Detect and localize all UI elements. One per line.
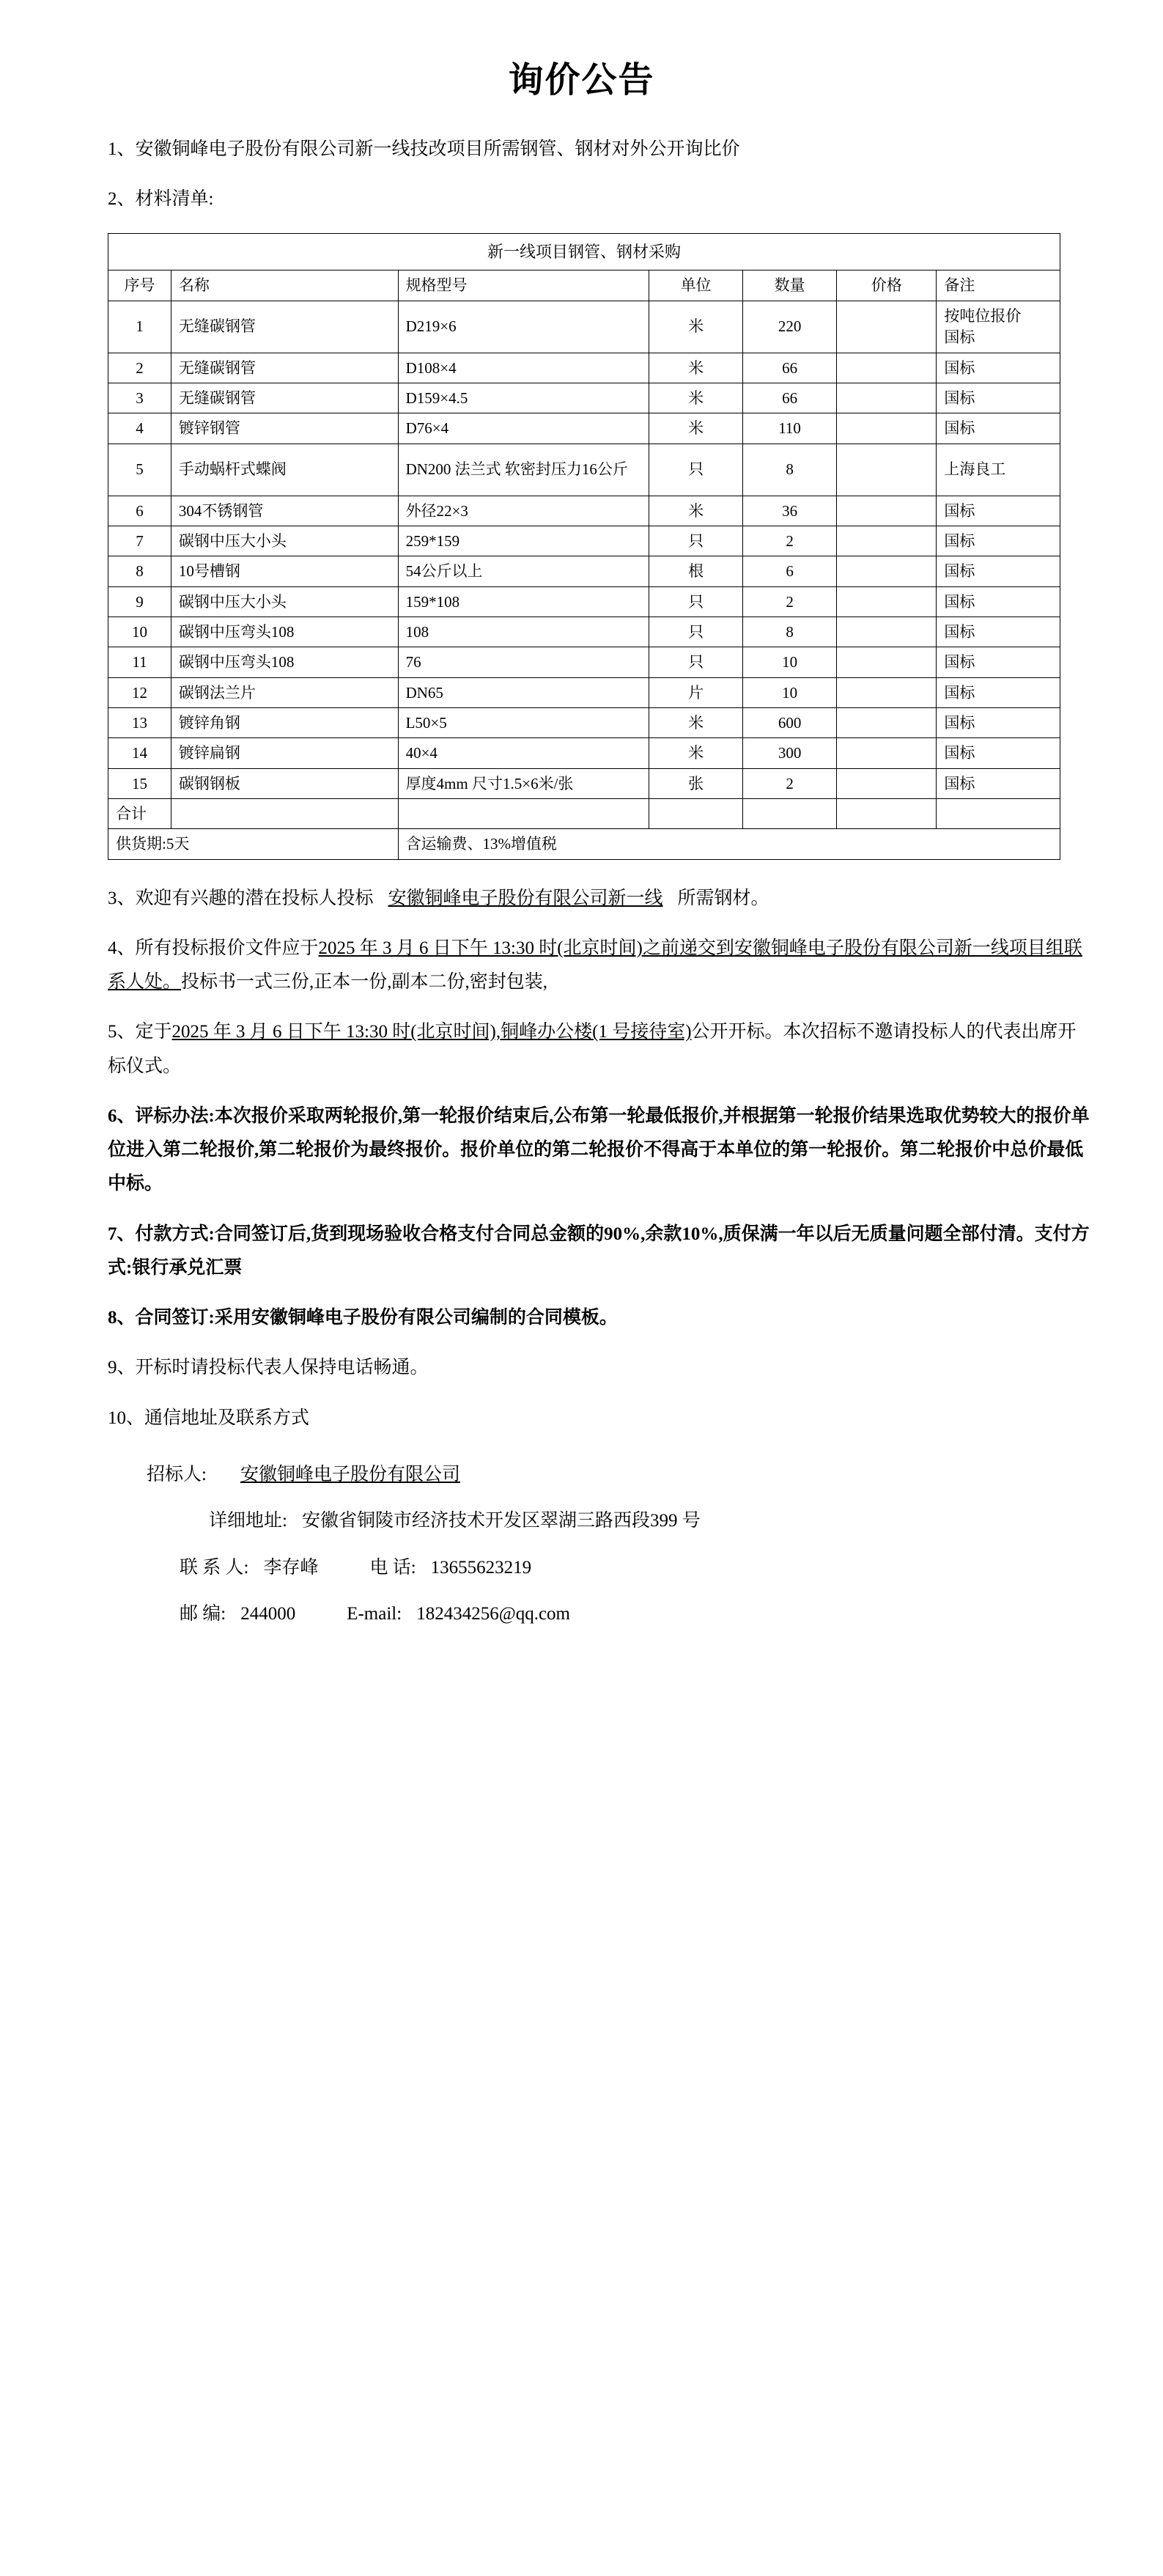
- cell-name: 无缝碳钢管: [171, 353, 398, 383]
- cell-quantity: 66: [742, 353, 837, 383]
- supply-period: 供货期:5天: [108, 829, 399, 859]
- total-empty-cell-1: [171, 799, 398, 829]
- contact-bidder-label: 招标人:: [147, 1464, 207, 1484]
- term-4-post: 投标书一式三份,正本一份,副本二份,密封包装,: [181, 972, 548, 993]
- term-4-pre: 4、所有投标报价文件应于: [108, 938, 319, 958]
- cell-price: [837, 556, 937, 586]
- cell-spec: D159×4.5: [398, 383, 649, 413]
- table-row: [108, 768, 1060, 798]
- cell-note: 国标: [937, 677, 1060, 707]
- table-row: [108, 647, 1060, 677]
- cell-price: [837, 617, 937, 647]
- cell-price: [837, 738, 937, 768]
- cell-name: 碳钢中压大小头: [171, 526, 398, 556]
- materials-table-wrapper: [108, 233, 1060, 860]
- cell-note: 国标: [937, 353, 1060, 383]
- table-row: [108, 556, 1060, 586]
- cell-quantity: 600: [742, 707, 837, 737]
- cell-price: [837, 707, 937, 737]
- cell-note: 国标: [937, 768, 1060, 798]
- cell-note: 国标: [937, 413, 1060, 444]
- cell-quantity: 220: [742, 301, 837, 353]
- table-row: [108, 586, 1060, 617]
- table-row: [108, 301, 1060, 353]
- cell-price: [837, 383, 937, 413]
- table-header-row: [108, 271, 1060, 301]
- contact-person-value: 李存峰: [263, 1557, 319, 1578]
- cell-name: 碳钢中压大小头: [171, 586, 398, 617]
- total-empty-cell-5: [837, 799, 937, 829]
- contact-phone-value: 13655623219: [430, 1557, 532, 1578]
- th-index: 序号: [108, 271, 171, 301]
- table-row: [108, 707, 1060, 737]
- cell-spec: 外径22×3: [398, 496, 649, 526]
- table-supply-row: [108, 829, 1060, 859]
- term-4-underline-2: 安徽铜峰电子股份有限公司新一线项目组联系人处。: [108, 938, 1082, 993]
- cell-spec: L50×5: [398, 707, 649, 737]
- cell-price: [837, 768, 937, 798]
- contact-postcode-value: 244000: [240, 1604, 296, 1624]
- cell-index: 11: [108, 647, 171, 677]
- cell-note: 国标: [937, 586, 1060, 617]
- cell-quantity: 66: [742, 383, 837, 413]
- table-row: [108, 677, 1060, 707]
- contact-phone-label: 电 话:: [369, 1557, 416, 1578]
- cell-unit: 只: [649, 444, 742, 496]
- cell-name: 镀锌扁钢: [171, 738, 398, 768]
- contact-address-label: 详细地址:: [209, 1511, 287, 1531]
- cell-spec: D219×6: [398, 301, 649, 353]
- total-label: 合计: [108, 799, 171, 829]
- term-8: 8、合同签订:采用安徽铜峰电子股份有限公司编制的合同模板。: [108, 1308, 618, 1328]
- table-row: [108, 496, 1060, 526]
- term-5: [70, 1015, 1093, 1083]
- cell-quantity: 8: [742, 444, 837, 496]
- intro-line-1: 1、安徽铜峰电子股份有限公司新一线技改项目所需钢管、钢材对外公开询比价: [108, 139, 740, 159]
- cell-price: [837, 586, 937, 617]
- cell-spec: DN65: [398, 677, 649, 707]
- term-5-pre: 5、定于: [108, 1022, 172, 1042]
- cell-unit: 米: [649, 707, 742, 737]
- cell-index: 5: [108, 444, 171, 496]
- cell-name: 10号槽钢: [171, 556, 398, 586]
- cell-spec: DN200 法兰式 软密封压力16公斤: [398, 444, 649, 496]
- cell-name: 碳钢法兰片: [171, 677, 398, 707]
- table-row: [108, 738, 1060, 768]
- cell-note: 上海良工: [937, 444, 1060, 496]
- cell-unit: 只: [649, 526, 742, 556]
- contact-person-phone: [70, 1550, 1093, 1586]
- cell-index: 6: [108, 496, 171, 526]
- terms-section: [70, 882, 1093, 1435]
- table-row: [108, 617, 1060, 647]
- cell-note: 国标: [937, 647, 1060, 677]
- cell-spec: D76×4: [398, 413, 649, 444]
- contact-email-label: E-mail:: [347, 1604, 402, 1624]
- cell-name: 手动蜗杆式蝶阀: [171, 444, 398, 496]
- contact-email-value: 182434256@qq.com: [416, 1604, 571, 1624]
- cell-unit: 只: [649, 617, 742, 647]
- cell-unit: 片: [649, 677, 742, 707]
- table-row: [108, 526, 1060, 556]
- contact-section: [70, 1457, 1093, 1632]
- cell-note: 国标: [937, 383, 1060, 413]
- total-empty-cell-4: [742, 799, 837, 829]
- cell-spec: 40×4: [398, 738, 649, 768]
- contact-bidder: [70, 1457, 1093, 1493]
- term-10: 10、通信地址及联系方式: [108, 1407, 310, 1428]
- cell-note: 国标: [937, 617, 1060, 647]
- cell-spec: 54公斤以上: [398, 556, 649, 586]
- cell-note: 国标: [937, 526, 1060, 556]
- cell-price: [837, 647, 937, 677]
- cell-unit: 米: [649, 383, 742, 413]
- cell-note: 国标: [937, 496, 1060, 526]
- contact-address: [70, 1504, 1093, 1539]
- cell-note: 按吨位报价 国标: [937, 301, 1060, 353]
- cell-spec: 76: [398, 647, 649, 677]
- cell-price: [837, 353, 937, 383]
- term-4-underline-1: 2025 年 3 月 6 日下午 13:30 时(北京时间)之前递交到: [318, 938, 734, 958]
- cell-note: 国标: [937, 707, 1060, 737]
- cell-quantity: 10: [742, 677, 837, 707]
- cell-price: [837, 496, 937, 526]
- cell-name: 碳钢中压弯头108: [171, 617, 398, 647]
- th-note: 备注: [937, 271, 1060, 301]
- cell-quantity: 36: [742, 496, 837, 526]
- cell-quantity: 8: [742, 617, 837, 647]
- cell-spec: 108: [398, 617, 649, 647]
- cell-unit: 只: [649, 647, 742, 677]
- cell-name: 无缝碳钢管: [171, 301, 398, 353]
- cell-name: 碳钢中压弯头108: [171, 647, 398, 677]
- th-spec: 规格型号: [398, 271, 649, 301]
- cell-unit: 只: [649, 586, 742, 617]
- contact-bidder-value: 安徽铜峰电子股份有限公司: [240, 1464, 460, 1484]
- term-9: 9、开标时请投标代表人保持电话畅通。: [108, 1358, 429, 1378]
- contact-postcode-email: [70, 1597, 1093, 1632]
- cell-price: [837, 526, 937, 556]
- cell-spec: D108×4: [398, 353, 649, 383]
- cell-index: 14: [108, 738, 171, 768]
- total-empty-cell-2: [398, 799, 649, 829]
- cell-quantity: 2: [742, 768, 837, 798]
- term-6: 6、评标办法:本次报价采取两轮报价,第一轮报价结束后,公布第一轮最低报价,并根据第一轮报价结果选取优势较大的报价单位进入第二轮报价,第二轮报价为最终报价。报价单位的第二轮报价不得高于本单位的第一轮报价。第二轮报价中总价最低中标。: [108, 1105, 1090, 1194]
- term-4: [70, 932, 1093, 1000]
- table-row: [108, 444, 1060, 496]
- cell-name: 无缝碳钢管: [171, 383, 398, 413]
- total-empty-cell-6: [937, 799, 1060, 829]
- cell-index: 15: [108, 768, 171, 798]
- term-7: 7、付款方式:合同签订后,货到现场验收合格支付合同总金额的90%,余款10%,质保满一年以后无质量问题全部付清。支付方式:银行承兑汇票: [108, 1223, 1090, 1278]
- contact-address-value: 安徽省铜陵市经济技术开发区翠湖三路西段399 号: [301, 1511, 701, 1531]
- cell-unit: 米: [649, 738, 742, 768]
- th-name: 名称: [171, 271, 398, 301]
- cell-index: 12: [108, 677, 171, 707]
- cell-name: 碳钢钢板: [171, 768, 398, 798]
- cell-note: 国标: [937, 738, 1060, 768]
- cell-unit: 米: [649, 496, 742, 526]
- cell-quantity: 2: [742, 586, 837, 617]
- cell-index: 3: [108, 383, 171, 413]
- cell-unit: 张: [649, 768, 742, 798]
- cell-spec: 259*159: [398, 526, 649, 556]
- cell-unit: 米: [649, 353, 742, 383]
- contact-person-label: 联 系 人:: [180, 1557, 249, 1578]
- term-3: [70, 882, 1093, 916]
- table-row: [108, 353, 1060, 383]
- cell-quantity: 6: [742, 556, 837, 586]
- cell-quantity: 2: [742, 526, 837, 556]
- cell-price: [837, 413, 937, 444]
- cell-name: 镀锌钢管: [171, 413, 398, 444]
- cell-name: 镀锌角钢: [171, 707, 398, 737]
- cell-quantity: 300: [742, 738, 837, 768]
- cell-unit: 米: [649, 413, 742, 444]
- page-title: 询价公告: [508, 61, 655, 100]
- term-3-post: 所需钢材。: [677, 888, 769, 908]
- term-3-underline: 安徽铜峰电子股份有限公司新一线: [388, 888, 663, 908]
- cell-unit: 米: [649, 301, 742, 353]
- intro-line-2: 2、材料清单:: [108, 189, 214, 210]
- cell-unit: 根: [649, 556, 742, 586]
- cell-name: 304不锈钢管: [171, 496, 398, 526]
- cell-index: 10: [108, 617, 171, 647]
- total-empty-cell-3: [649, 799, 742, 829]
- cell-quantity: 110: [742, 413, 837, 444]
- cell-note: 国标: [937, 556, 1060, 586]
- term-3-pre: 3、欢迎有兴趣的潜在投标人投标: [108, 888, 374, 908]
- term-5-underline: 2025 年 3 月 6 日下午 13:30 时(北京时间),铜峰办公楼(1 号接待室): [171, 1022, 692, 1042]
- contact-postcode-label: 邮 编:: [180, 1604, 226, 1624]
- cell-index: 2: [108, 353, 171, 383]
- th-price: 价格: [837, 271, 937, 301]
- th-qty: 数量: [742, 271, 837, 301]
- table-caption-row: [108, 233, 1060, 271]
- cell-price: [837, 301, 937, 353]
- th-unit: 单位: [649, 271, 742, 301]
- cell-spec: 厚度4mm 尺寸1.5×6米/张: [398, 768, 649, 798]
- cell-price: [837, 444, 937, 496]
- table-row: [108, 413, 1060, 444]
- cell-index: 7: [108, 526, 171, 556]
- table-total-row: [108, 799, 1060, 829]
- materials-table: [108, 233, 1060, 860]
- cell-index: 13: [108, 707, 171, 737]
- supply-note: 含运输费、13%增值税: [398, 829, 1060, 859]
- cell-index: 1: [108, 301, 171, 353]
- cell-index: 9: [108, 586, 171, 617]
- table-caption: 新一线项目钢管、钢材采购: [108, 233, 1060, 271]
- cell-index: 8: [108, 556, 171, 586]
- cell-quantity: 10: [742, 647, 837, 677]
- table-row: [108, 383, 1060, 413]
- cell-index: 4: [108, 413, 171, 444]
- cell-spec: 159*108: [398, 586, 649, 617]
- term-5-post: 公开开标。本次招标不邀请投标人的代表出席开标仪式。: [108, 1022, 1077, 1076]
- cell-price: [837, 677, 937, 707]
